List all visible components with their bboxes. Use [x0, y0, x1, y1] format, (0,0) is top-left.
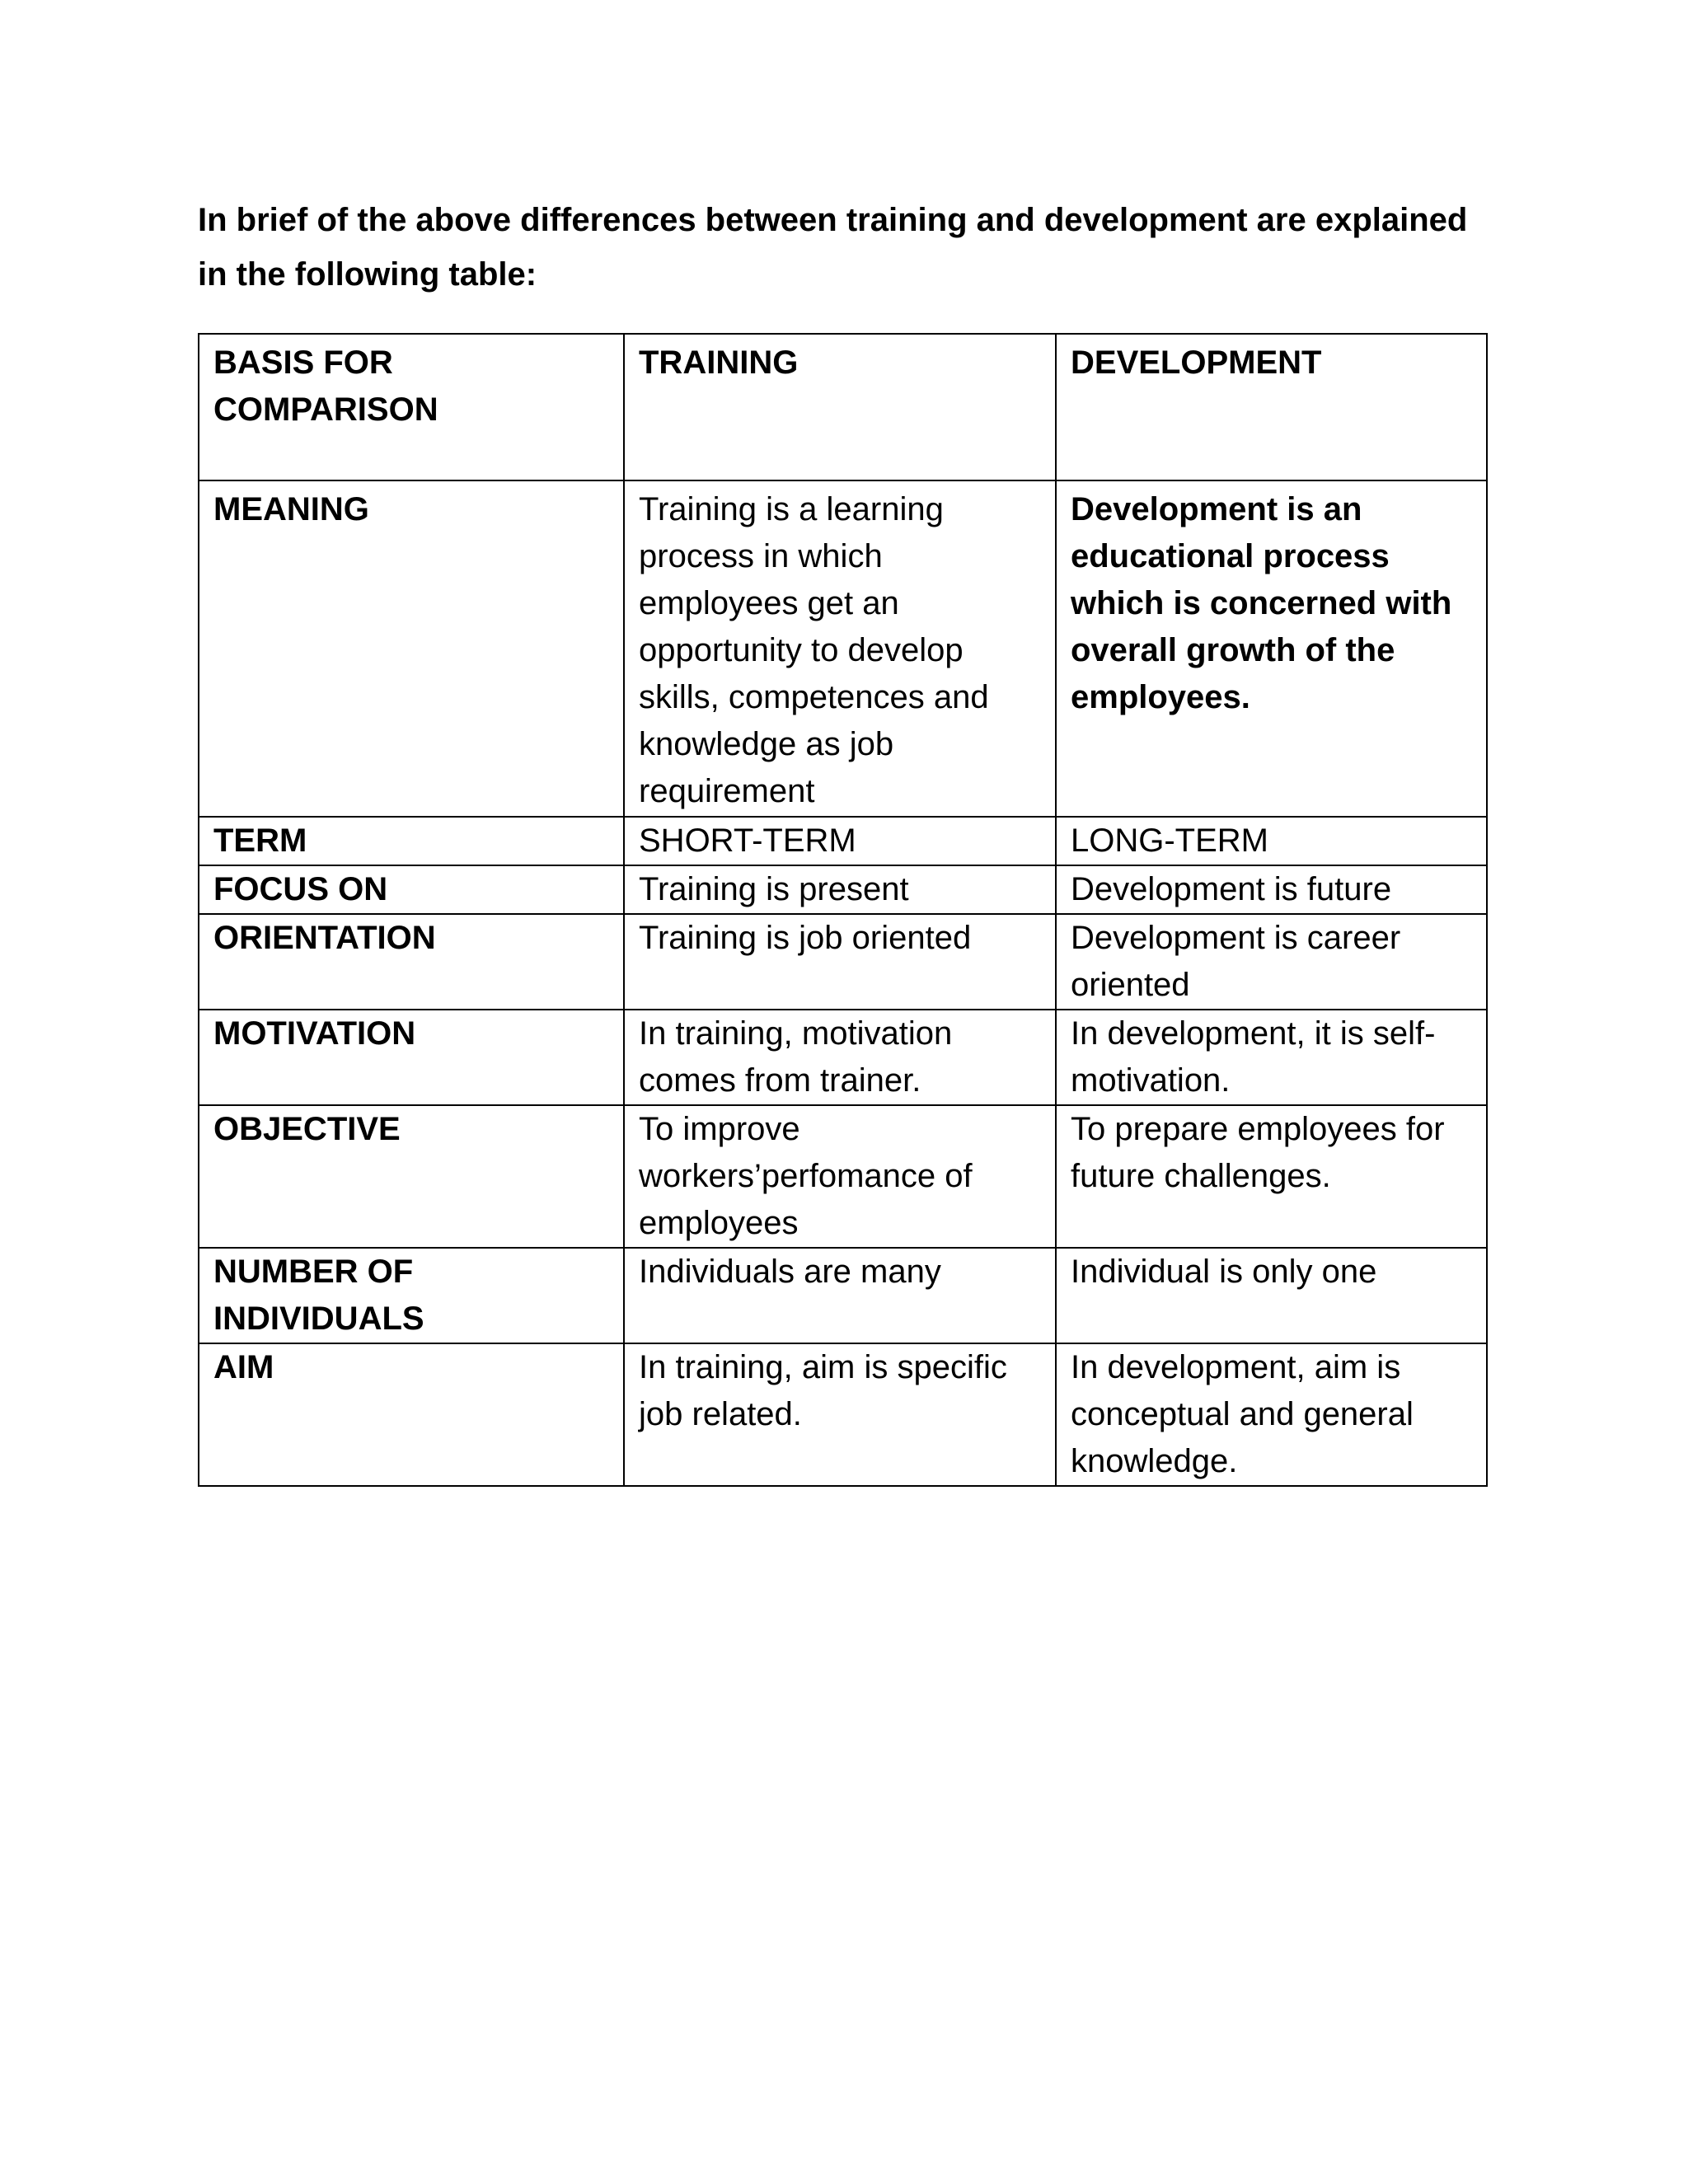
- development-cell: Development is an educational process which is concerned with overall growth of the employees.: [1056, 480, 1487, 817]
- header-training-cell: TRAINING: [624, 334, 1056, 480]
- training-cell: In training, motivation comes from trainer.: [624, 1010, 1056, 1105]
- development-cell: In development, aim is conceptual and general knowledge.: [1056, 1343, 1487, 1486]
- basis-cell: FOCUS ON: [199, 865, 624, 914]
- development-cell: Development is career oriented: [1056, 914, 1487, 1010]
- table-row-objective: [199, 1105, 1487, 1248]
- training-cell: Individuals are many: [624, 1248, 1056, 1343]
- table-row-number-of-individuals: [199, 1248, 1487, 1343]
- basis-cell: OBJECTIVE: [199, 1105, 624, 1248]
- training-cell: Training is present: [624, 865, 1056, 914]
- development-cell: Development is future: [1056, 865, 1487, 914]
- comparison-table: [198, 333, 1488, 1487]
- basis-cell: NUMBER OF INDIVIDUALS: [199, 1248, 624, 1343]
- training-cell: Training is a learning process in which employees get an opportunity to develop skills, competences and knowledge as job requirement: [624, 480, 1056, 817]
- table-row-aim: [199, 1343, 1487, 1486]
- basis-cell: TERM: [199, 817, 624, 865]
- training-cell: SHORT-TERM: [624, 817, 1056, 865]
- intro-paragraph: In brief of the above differences between training and development are explained in the following table:: [198, 202, 1468, 293]
- table-row-focus-on: [199, 865, 1487, 914]
- basis-cell: ORIENTATION: [199, 914, 624, 1010]
- development-cell: LONG-TERM: [1056, 817, 1487, 865]
- table-row-meaning: [199, 480, 1487, 817]
- basis-cell: MEANING: [199, 480, 624, 817]
- training-cell: In training, aim is specific job related.: [624, 1343, 1056, 1486]
- development-cell: In development, it is self-motivation.: [1056, 1010, 1487, 1105]
- basis-cell: AIM: [199, 1343, 624, 1486]
- training-cell: To improve workers’perfomance of employees: [624, 1105, 1056, 1248]
- table-row-orientation: [199, 914, 1487, 1010]
- training-cell: Training is job oriented: [624, 914, 1056, 1010]
- development-cell: Individual is only one: [1056, 1248, 1487, 1343]
- table-row-motivation: [199, 1010, 1487, 1105]
- development-cell: To prepare employees for future challenges.: [1056, 1105, 1487, 1248]
- basis-cell: MOTIVATION: [199, 1010, 624, 1105]
- table-row-term: [199, 817, 1487, 865]
- header-development-cell: DEVELOPMENT: [1056, 334, 1487, 480]
- header-basis-cell: BASIS FOR COMPARISON: [199, 334, 624, 480]
- table-header-row: [199, 334, 1487, 480]
